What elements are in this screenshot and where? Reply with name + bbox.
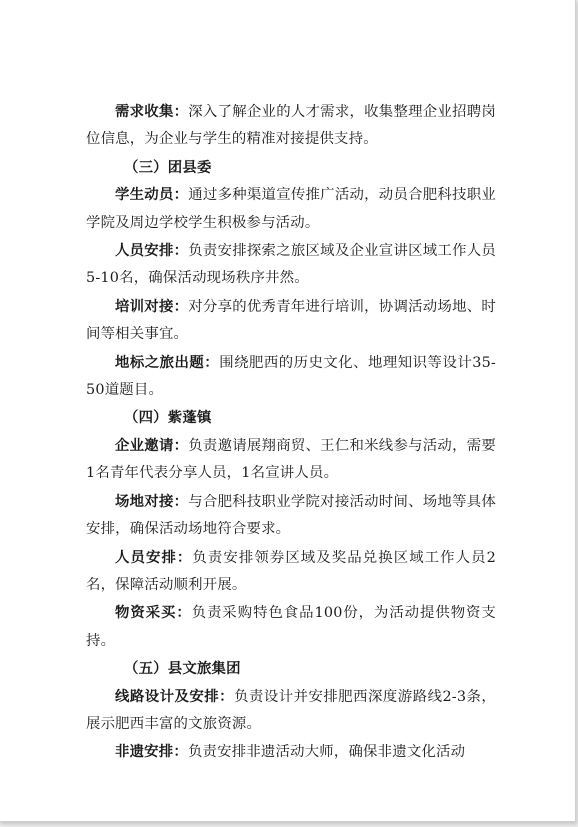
paragraph-label: 人员安排：: [115, 548, 193, 566]
paragraph-label: 培训对接：: [115, 297, 189, 315]
paragraph-label: 物资采买：: [115, 604, 192, 622]
paragraph-venue-coordination: [86, 488, 496, 544]
paragraph-label: 地标之旅出题：: [115, 353, 220, 371]
section-heading-5: （五）县文旅集团: [124, 660, 241, 678]
paragraph-intangible-heritage: [86, 738, 496, 766]
paragraph-label: 学生动员：: [115, 186, 189, 204]
section-heading-3: （三）团县委: [124, 158, 212, 176]
paragraph-demand-collection: [86, 98, 496, 154]
paragraph-label: 场地对接：: [115, 492, 189, 510]
paragraph-text: 负责安排非遗活动大师，确保非遗文化活动: [187, 744, 466, 761]
paragraph-text: 负责安排领券区域及奖品兑换区域工作人员2名，保障活动顺利开展。: [86, 549, 496, 593]
document-body: [86, 98, 496, 767]
paragraph-label: 人员安排：: [115, 242, 189, 260]
paragraph-label: 非遗安排：: [115, 743, 188, 761]
paragraph-label: 线路设计及安排：: [115, 687, 235, 705]
paragraph-text: 通过多种渠道宣传推广活动，动员合肥科技职业学院及周边学校学生积极参与活动。: [86, 187, 496, 231]
paragraph-staffing: [86, 237, 496, 293]
paragraph-label: 需求收集：: [115, 103, 189, 120]
paragraph-text: 负责邀请展翔商贸、王仁和米线参与活动，需要1名青年代表分享人员，1名宣讲人员。: [86, 437, 496, 482]
paragraph-landmark-quiz: [86, 349, 496, 405]
paragraph-text: 负责采购特色食品100份，为活动提供物资支持。: [86, 605, 496, 649]
paragraph-text: 负责安排探索之旅区域及企业宣讲区域工作人员5-10名，确保活动现场秩序井然。: [86, 243, 496, 287]
paragraph-text: 对分享的优秀青年进行培训，协调活动场地、时间等相关事宜。: [86, 298, 496, 343]
paragraph-text: 负责设计并安排肥西深度游路线2-3条，展示肥西丰富的文旅资源。: [86, 688, 496, 732]
paragraph-student-mobilization: [86, 181, 496, 237]
paragraph-training: [86, 293, 496, 349]
paragraph-label: 企业邀请：: [115, 436, 189, 454]
paragraph-procurement: [86, 599, 496, 655]
paragraph-text: 深入了解企业的人才需求，收集整理企业招聘岗位信息，为企业与学生的精准对接提供支持。: [86, 104, 496, 148]
paragraph-text: 围绕肥西的历史文化、地理知识等设计35-50道题目。: [86, 354, 496, 399]
paragraph-text: 与合肥科技职业学院对接活动时间、场地等具体安排，确保活动场地符合要求。: [86, 493, 496, 538]
section-heading-4: （四）紫蓬镇: [124, 409, 212, 427]
paragraph-enterprise-invitation: [86, 432, 496, 488]
paragraph-staffing-2: [86, 544, 496, 600]
paragraph-route-design: [86, 683, 496, 739]
